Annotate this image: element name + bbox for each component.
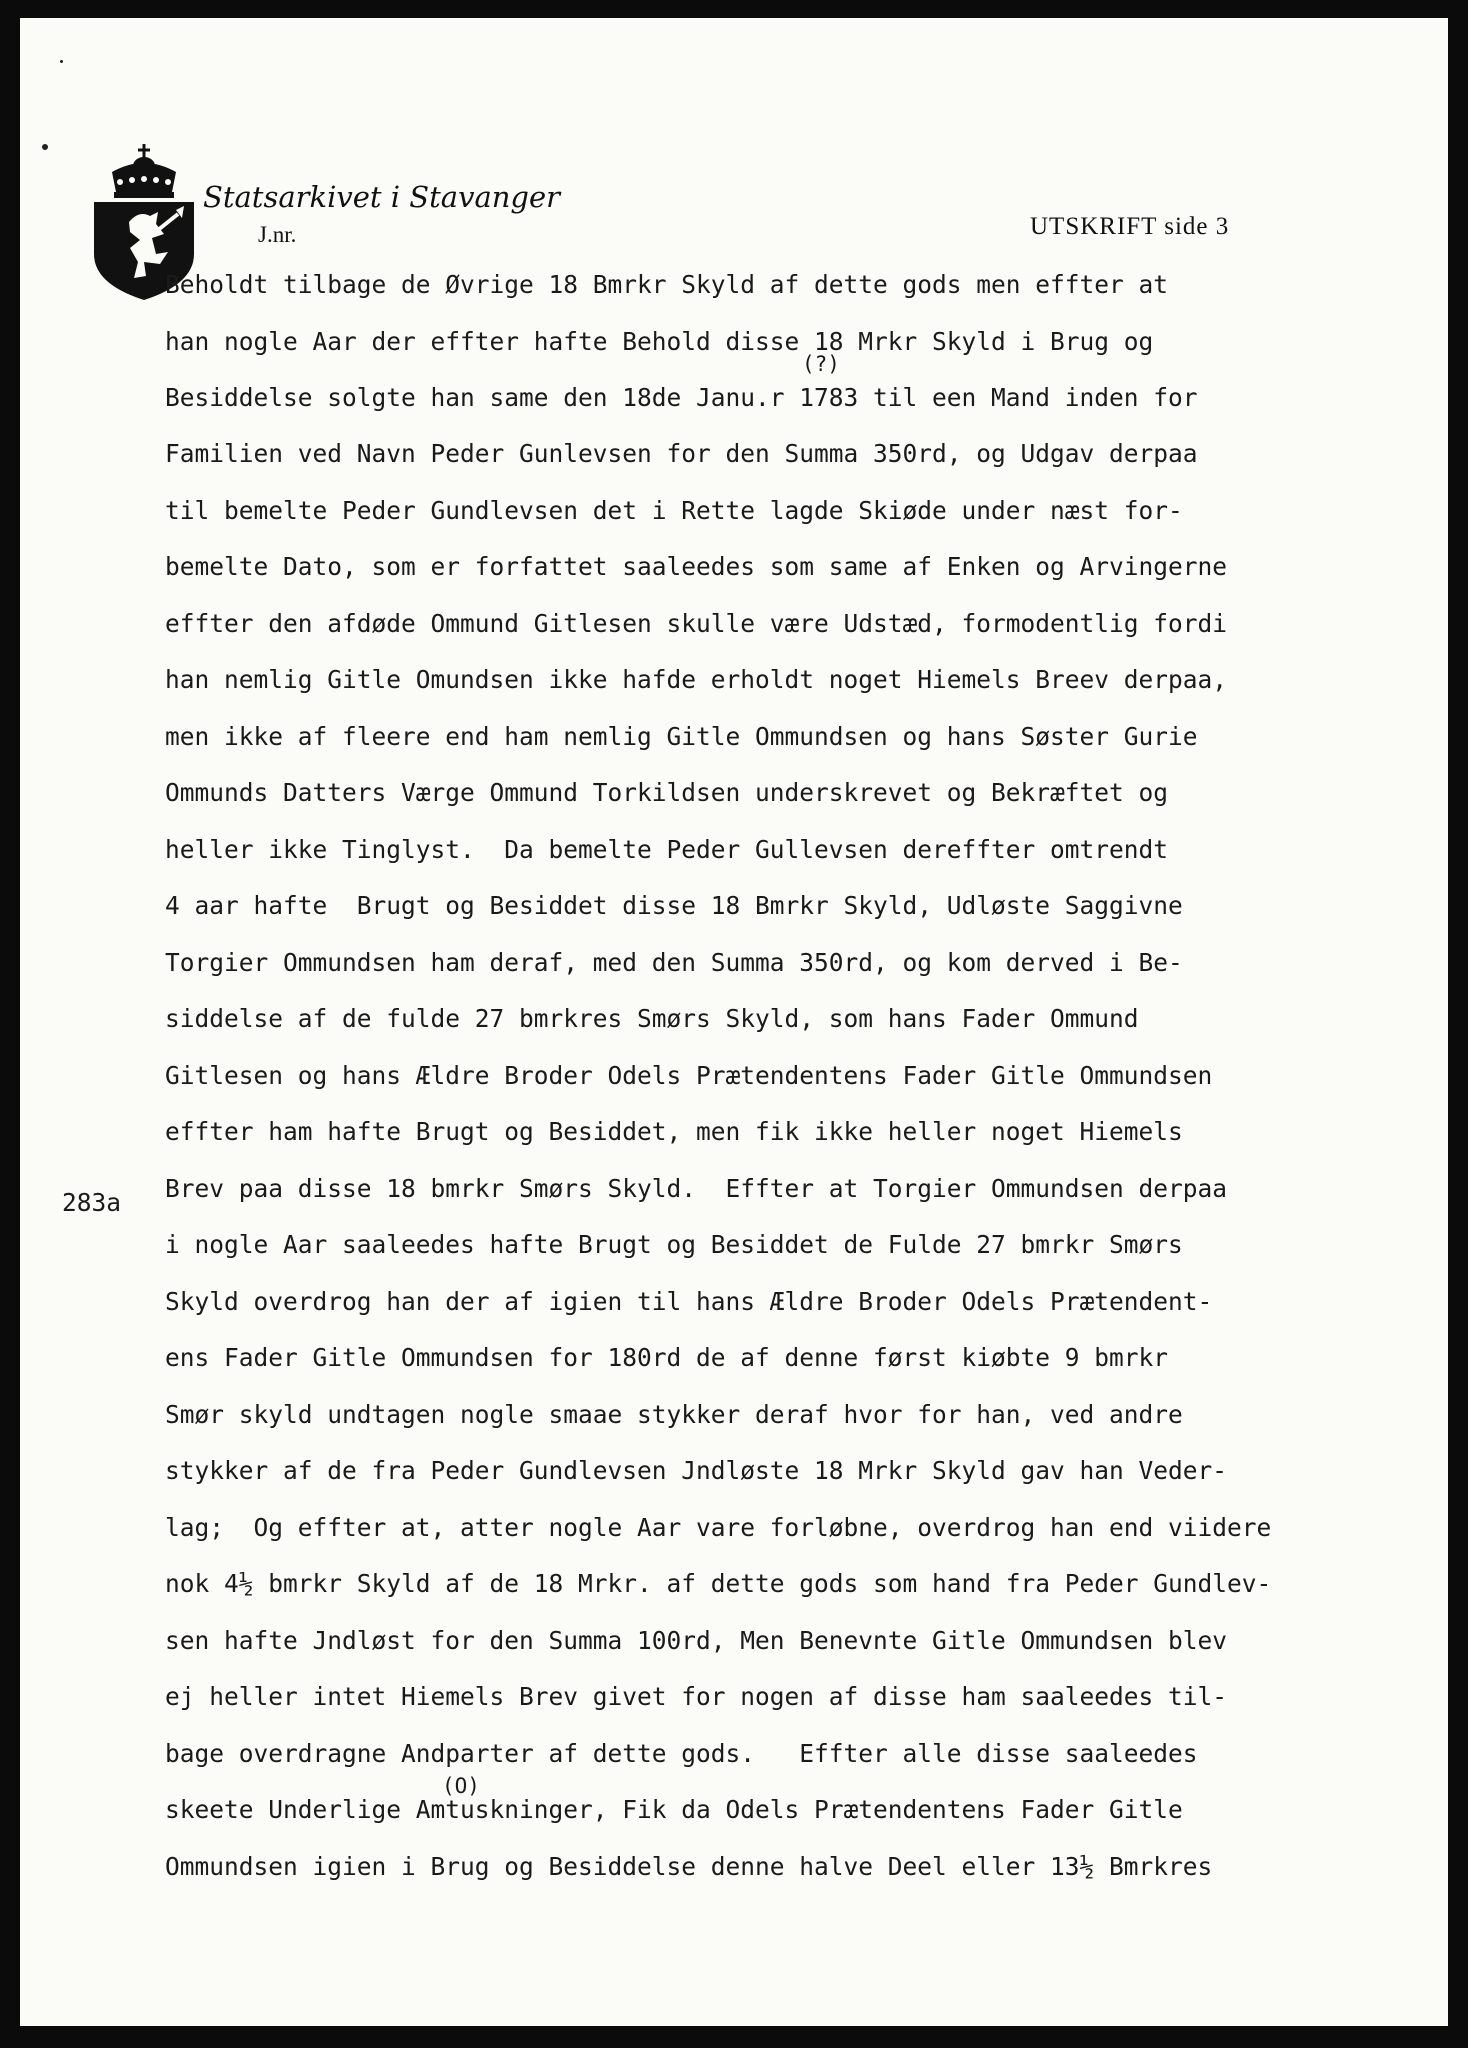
text-line: ens Fader Gitle Ommundsen for 180rd de af denne først kiøbte 9 bmrkr xyxy=(165,1343,1169,1372)
text-line: til bemelte Peder Gundlevsen det i Rette lagde Skiøde under næst for- xyxy=(165,496,1183,525)
text-line: bage overdragne Andparter af dette gods. Effter alle disse saaleedes xyxy=(165,1739,1198,1768)
text-line: effter ham hafte Brugt og Besiddet, men fik ikke heller noget Hiemels xyxy=(165,1117,1183,1146)
margin-reference: 283a xyxy=(62,1188,122,1217)
text-line: bemelte Dato, som er forfattet saaleedes som same af Enken og Arvingerne xyxy=(165,552,1228,581)
text-line: Besiddelse solgte han same den 18de Janu.r 1783 til een Mand inden for xyxy=(165,383,1198,412)
text-line: sen hafte Jndløst for den Summa 100rd, Men Benevnte Gitle Ommundsen blev xyxy=(165,1626,1228,1655)
page-label: UTSKRIFT side 3 xyxy=(1030,213,1230,240)
text-line: heller ikke Tinglyst. Da bemelte Peder Gullevsen dereffter omtrendt xyxy=(165,835,1169,864)
corner-mark xyxy=(60,60,63,63)
text-line: Skyld overdrog han der af igien til hans Ældre Broder Odels Prætendent- xyxy=(165,1287,1213,1316)
text-line: men ikke af fleere end ham nemlig Gitle Ommundsen og hans Søster Gurie xyxy=(165,722,1198,751)
circle-o-annotation: (O) xyxy=(442,1774,480,1798)
text-line: Torgier Ommundsen ham deraf, med den Summa 350rd, og kom derved i Be- xyxy=(165,948,1183,977)
text-line: nok 4½ bmrkr Skyld af de 18 Mrkr. af dette gods som hand fra Peder Gundlev- xyxy=(165,1569,1272,1598)
text-line: siddelse af de fulde 27 bmrkres Smørs Skyld, som hans Fader Ommund xyxy=(165,1004,1139,1033)
text-line: Brev paa disse 18 bmrkr Smørs Skyld. Effter at Torgier Ommundsen derpaa xyxy=(165,1174,1228,1203)
text-line: Familien ved Navn Peder Gunlevsen for den Summa 350rd, og Udgav derpaa xyxy=(165,439,1198,468)
institution-name: Statsarkivet i Stavanger xyxy=(203,180,561,214)
text-line: effter den afdøde Ommund Gitlesen skulle være Udstæd, formodentlig fordi xyxy=(165,609,1228,638)
text-line: 4 aar hafte Brugt og Besiddet disse 18 Bmrkr Skyld, Udløste Saggivne xyxy=(165,891,1183,920)
text-line: Ommunds Datters Værge Ommund Torkildsen underskrevet og Bekræftet og xyxy=(165,778,1169,807)
text-line: han nogle Aar der effter hafte Behold disse 18 Mrkr Skyld i Brug og xyxy=(165,327,1154,356)
question-annotation: (?) xyxy=(802,352,840,376)
text-line: stykker af de fra Peder Gundlevsen Jndløste 18 Mrkr Skyld gav han Veder- xyxy=(165,1456,1228,1485)
text-line: lag; Og effter at, atter nogle Aar vare forløbne, overdrog han end viidere xyxy=(165,1513,1272,1542)
punch-mark xyxy=(42,144,48,150)
text-line: ej heller intet Hiemels Brev givet for nogen af disse ham saaleedes til- xyxy=(165,1682,1228,1711)
journal-number-label: J.nr. xyxy=(258,222,297,247)
text-line: skeete Underlige Amtuskninger, Fik da Odels Prætendentens Fader Gitle xyxy=(165,1795,1183,1824)
document-page xyxy=(20,18,1448,2026)
text-line: i nogle Aar saaleedes hafte Brugt og Besiddet de Fulde 27 bmrkr Smørs xyxy=(165,1230,1183,1259)
text-line: Beholdt tilbage de Øvrige 18 Bmrkr Skyld af dette gods men effter at xyxy=(165,270,1169,299)
text-line: han nemlig Gitle Omundsen ikke hafde erholdt noget Hiemels Breev derpaa, xyxy=(165,665,1228,694)
text-line: Ommundsen igien i Brug og Besiddelse denne halve Deel eller 13½ Bmrkres xyxy=(165,1852,1213,1881)
text-line: Gitlesen og hans Ældre Broder Odels Prætendentens Fader Gitle Ommundsen xyxy=(165,1061,1213,1090)
text-line: Smør skyld undtagen nogle smaae stykker deraf hvor for han, ved andre xyxy=(165,1400,1183,1429)
